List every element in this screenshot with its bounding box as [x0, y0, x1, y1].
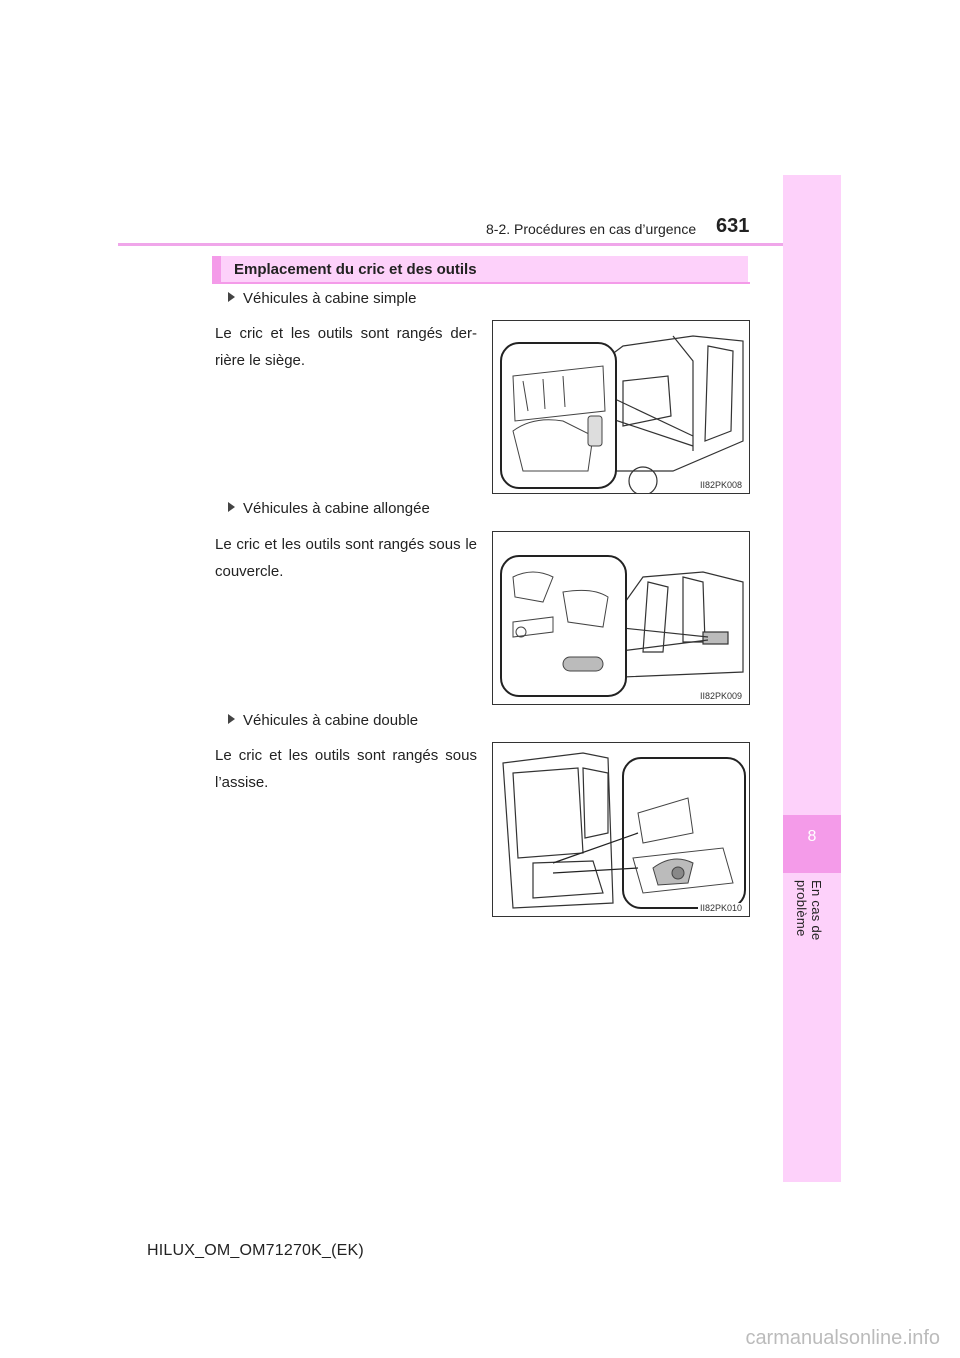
- truck-cover-illustration: [493, 532, 750, 705]
- paragraph-extra-cab: Le cric et les outils sont rangés sous le couvercle.: [215, 536, 477, 580]
- figure-code: II82PK010: [699, 903, 742, 913]
- document-id: HILUX_OM_OM71270K_(EK): [147, 1242, 364, 1259]
- header-divider: [118, 243, 840, 246]
- bullet-double-cab: [228, 712, 418, 729]
- truck-seat-illustration: [493, 321, 750, 494]
- bullet-label: Véhicules à cabine simple: [243, 290, 417, 307]
- watermark: carmanualsonline.info: [745, 1327, 940, 1349]
- bullet-arrow-icon: [228, 502, 235, 512]
- chapter-number: 8: [807, 828, 817, 845]
- paragraph-double-cab: Le cric et les outils sont rangés sous l’assise.: [215, 747, 477, 791]
- chapter-title: En cas de problème: [794, 880, 824, 941]
- bullet-label: Véhicules à cabine double: [243, 712, 419, 729]
- paragraph-single-cab: Le cric et les outils sont rangés der-rière le siège.: [215, 325, 477, 369]
- figure-extra-cab: [492, 531, 750, 705]
- section-title: Emplacement du cric et des outils: [234, 261, 477, 278]
- bullet-extra-cab: [228, 500, 430, 517]
- bullet-arrow-icon: [228, 714, 235, 724]
- truck-rear-seat-illustration: [493, 743, 750, 917]
- bullet-label: Véhicules à cabine allongée: [243, 500, 430, 517]
- chapter-side-tab: [783, 175, 841, 1182]
- section-heading: [212, 256, 748, 283]
- bullet-arrow-icon: [228, 292, 235, 302]
- section-reference: 8-2. Procédures en cas d’urgence: [486, 221, 697, 237]
- bullet-single-cab: [228, 290, 416, 307]
- figure-double-cab: [492, 742, 750, 917]
- figure-single-cab: [492, 320, 750, 494]
- section-underline: [212, 282, 750, 284]
- page-number: 631: [716, 215, 750, 237]
- figure-code: II82PK008: [699, 480, 742, 490]
- figure-code: II82PK009: [699, 691, 742, 701]
